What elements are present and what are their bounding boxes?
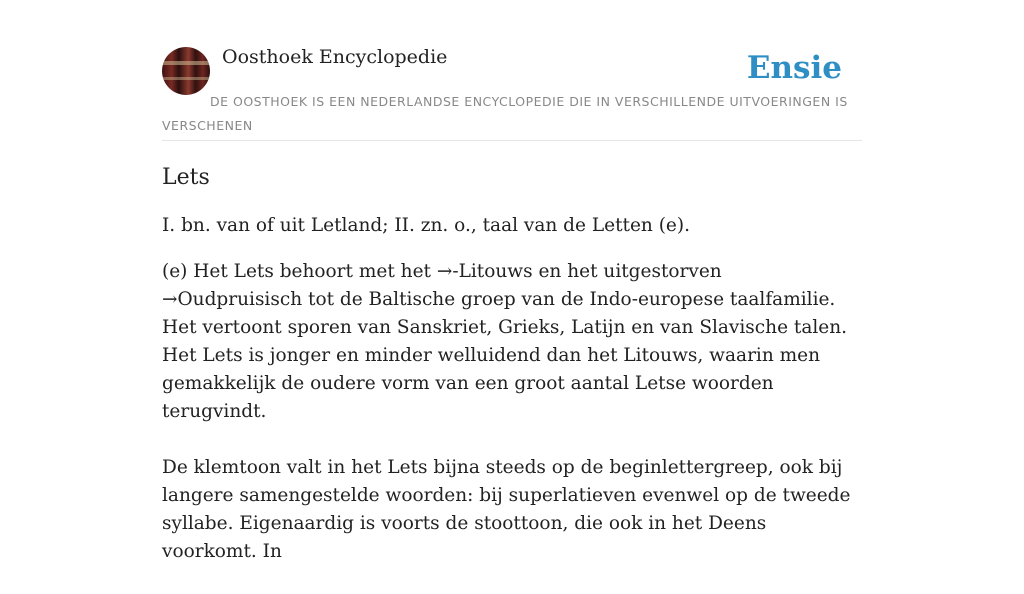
site-tagline: DE OOSTHOEK IS EEN NEDERLANDSE ENCYCLOPEDIE DIE IN VERSCHILLENDE UITVOERINGEN IS VERSCHENEN (162, 94, 848, 133)
entry-title: Lets (162, 165, 210, 190)
brand-logo[interactable]: Ensie (746, 50, 842, 86)
entry-body (162, 258, 862, 566)
entry-definition: I. bn. van of uit Letland; II. zn. o., taal van de Letten (e). (162, 215, 690, 236)
entry-content (162, 160, 862, 594)
site-title[interactable]: Oosthoek Encyclopedie (222, 46, 448, 68)
book-spines-icon[interactable] (162, 47, 210, 95)
site-header (162, 0, 862, 141)
entry-paragraph: (e) Het Lets behoort met het →-Litouws en het uitgestorven →Oudpruisisch tot de Baltische groep van de Indo-europese taalfamilie. Het vertoont sporen van Sanskriet, Grieks, Latijn en van Slavische talen. Het Lets is jonger en minder welluidend dan het Litouws, waarin men gemakkelijk de oudere vorm van een groot aantal Letse woorden terugvindt. (162, 261, 848, 422)
entry-paragraph: De klemtoon valt in het Lets bijna steeds op de beginlettergreep, ook bij langere samengestelde woorden: bij superlatieven evenwel op de tweede syllabe. Eigenaardig is voorts de stoottoon, die ook in het Deens voorkomt. In (162, 457, 851, 562)
